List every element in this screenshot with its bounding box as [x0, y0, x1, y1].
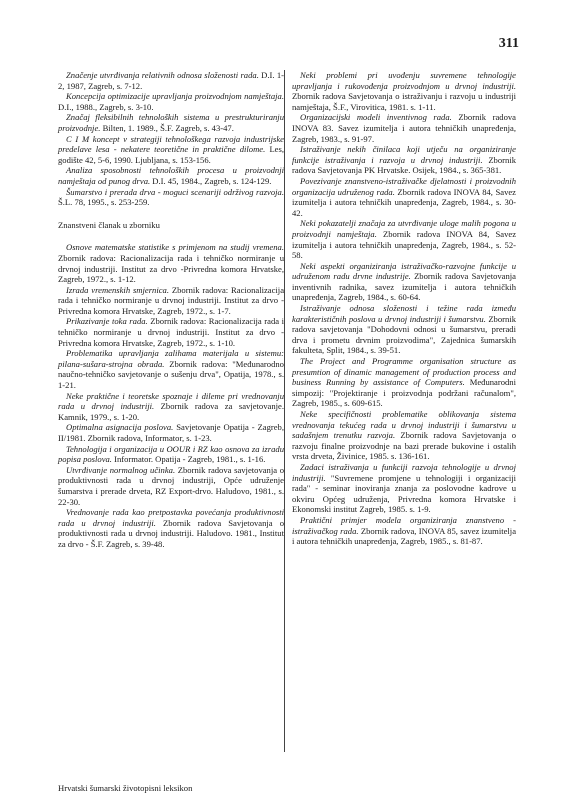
bibliography-entry [58, 507, 284, 549]
entry-title: Povezivanje znanstveno-istraživačke djelatnosti i proizvodnih organizacija udruženog rada. [292, 175, 516, 197]
bibliography-entry [292, 144, 516, 176]
entry-details: Zbornik radova Savjetovanja inventivnih radnika, savez izumitelja i autora tehničkih unapređenja, Zagreb, 1984., s. 60-64. [292, 271, 516, 303]
bibliography-entry [58, 348, 284, 390]
left-entries-bottom [58, 242, 284, 549]
right-entries [292, 70, 516, 547]
section-heading: Znanstveni članak u zborniku [58, 219, 160, 230]
entry-details: Zbornik radova INOVA 84, Savez izumitelja i autora tehničkih unapređenja, Zagreb, 1984., s. 52-58. [292, 228, 517, 261]
bibliography-entry [58, 444, 284, 465]
right-column [292, 70, 516, 547]
entry-title: Šumarstvo i prerada drva - moguci scenariji održivog razvoja. [66, 186, 284, 197]
entry-title: Analiza sposobnosti tehnoloških procesa u proizvodnji namještaja od punog drva. [58, 165, 284, 186]
bibliography-entry [292, 112, 516, 144]
bibliography-entry [292, 515, 516, 547]
bibliography-entry [58, 165, 284, 186]
bibliography-entry [58, 391, 284, 423]
entry-details: Zbornik radova INOVA 84, Savez izumitelja i autora tehničkih unapređenja, Zagreb, 1984., s. 30-42. [292, 186, 517, 218]
entry-details: Zbornik radova Savjetovanja o istraživanju i razvoju u industriji namještaja, Š.F., Virovitica, 1981. s. 1-11. [292, 91, 516, 112]
entry-title: Neke specifičnosti problematike oblikovanja sistema vrednovanja tekućeg rada u drvnoj industriji i šumarstvu u sadašnjem trenutku razvoja. [292, 409, 516, 441]
bibliography-entry [58, 91, 284, 112]
entry-title: Tehnologija i organizacija u OOUR i RZ kao osnova za izradu popisa poslova. [58, 443, 284, 465]
entry-title: Koncepcija optimizacije upravljanja proizvodnjom namještaja. [66, 91, 284, 102]
bibliography-entry [292, 70, 516, 112]
entry-details: D.I. 1-2, 1987, Zagreb, s. 7-12. [58, 70, 284, 91]
entry-title: Neki pokazatelji značaja za utvrđivanje uloge malih pogona u proizvodnji namještaja. [292, 218, 516, 239]
bibliography-entry [58, 70, 284, 91]
entry-title: Prikazivanje toka rada. [66, 316, 148, 327]
bibliography-entry [292, 356, 516, 409]
left-column [58, 70, 284, 550]
entry-title: Istraživanje odnosa složenosti i težine rada između karakterističnih poslova u drvnoj industriji i šumarstvu. [292, 303, 516, 324]
entry-title: Utvrđivanje normalnog učinka. [66, 464, 176, 475]
entry-title: Osnove matematske statistike s primjenom na studij vremena. [66, 242, 284, 253]
entry-title: Optimalna asignacija poslova. [66, 422, 174, 433]
entry-details: Savjetovanje Opatija - Zagreb, II/1981. Zbornik radova, Informator, s. 1-23. [58, 422, 284, 443]
entry-details: Bilten, 1. 1989., Š.F. Zagreb, s. 43-47. [102, 122, 234, 133]
entry-title: Neke praktične i teoretske spoznaje i dileme pri vrednovanju rada u drvnoj industriji. [58, 390, 284, 412]
entry-details: Zbornik radova: Racionalizacija rada i tehničko normiranje u drvnoj industriji. Institut za drvo - Privredna komora Hrvatske, Zagreb, 1972., s. 1-10. [58, 316, 284, 348]
entry-title: Praktični primjer modela organiziranja znanstveno - istraživačkog rada. [292, 514, 516, 536]
entry-details: Zbornik radova Savjetovanja o razvoju finalne proizvodnje na bazi prerade bukovine i ostalih vrsta drveta, Živinice, 1985. s. 136-161. [292, 430, 516, 462]
bibliography-entry [58, 242, 284, 284]
bibliography-entry [292, 261, 516, 303]
bibliography-entry [58, 187, 284, 208]
entry-details: Zbornik radova za savjetovanje. Kamnik, 1979., s. 1-20. [58, 401, 284, 422]
column-divider [284, 70, 285, 752]
entry-title: Značaj fleksibilnih tehnoloških sistema u prestrukturiranju proizvodnje. [58, 112, 284, 133]
entry-details: Zbornik radova: Racionalizacija rada i tehničko normiranje u drvnoj industriji. Institut za drvo - Privredna komora Hrvatske, Zagreb, 1972., s. 1-7. [58, 284, 285, 316]
entry-title: Zadaci istraživanja u funkciji razvoja tehnologije u drvnoj industriji. [292, 461, 516, 483]
entry-details: Zbornik radova savjetovanja o produktivnosti rada u drvnoj industriji, Opće udruženje šumarstva i prerade drveta, RZ Export-drvo. Haludovo, 1981., s. 22-30. [58, 464, 284, 507]
entry-title: Značenje utvrđivanja relativnih odnosa složenosti rada. [66, 70, 259, 80]
bibliography-entry [292, 218, 516, 260]
bibliography-entry [58, 285, 284, 317]
entry-details: D.I., 1988., Zagreb, s. 3-10. [58, 101, 154, 112]
page-number: 311 [498, 36, 519, 51]
entry-details: Zbornik radova: Racionalizacija rada i tehničko normiranje u drvnoj industriji. Institut za drvo -Privredna komora Hrvatske, Zagreb, 1972., s. 1-12. [58, 252, 284, 285]
left-entries-top [58, 70, 284, 208]
footer-title: Hrvatski šumarski životopisni leksikon [58, 783, 193, 793]
entry-details: Međunarodni simpozij: "Projektiranje i proizvodnja podržani računalom", Zagreb, 1985., s. 609-615. [292, 377, 516, 409]
entry-title: Neki problemi pri uvođenju suvremene tehnologije upravljanja i rukovođenja proizvodnjom u drvnoj industriji. [292, 70, 516, 91]
bibliography-entry [292, 462, 516, 515]
bibliography-entry [58, 422, 284, 443]
bibliography-entry [58, 134, 284, 166]
entry-title: Istraživanje nekih činilaca koji utječu na organiziranje funkcije istraživanja i razvoja u drvnoj industriji. [292, 144, 516, 165]
bibliography-entry [292, 176, 516, 218]
entry-details: Informator. Opatija - Zagreb, 1981., s. 1-16. [114, 454, 266, 465]
entry-details: Zbornik radova savjetovanja "Dohodovni odnosi u šumarstvu, preradi drva i prometu drvnim proizvodima", Zajednica šumarskih fakulteta, Split, 1984., s. 39-51. [292, 313, 516, 356]
entry-details: "Suvremene promjene u tehnologiji i organizaciji rada" - seminar inoviranja znanja za poslovodne kadrove u okviru Općeg udruženja, Privredna komora Hrvatske i Ekonomski institut Zagreb, 1985. s. 1-9. [292, 472, 516, 515]
entry-title: C I M koncept v strategiji tehnološkega razvoja industrijske predelave lesa - nekatere teoretične in praktične dilome. [58, 133, 284, 155]
entry-details: D.I. 45, 1984., Zagreb, s. 124-129. [152, 175, 272, 186]
entry-details: Zbornik radova, INOVA 85, savez izumitelja i autora tehničkih unapređenja, Zagreb, 1985., s. 81-87. [292, 525, 517, 547]
entry-title: Problematika upravljanja zalihama materijala u sistemu: pilana-sušara-strojna obrada. [58, 348, 284, 369]
entry-details: Zbornik radova INOVA 83. Savez izumitelja i autora tehničkih unapređenja, Zagreb, 1983., s. 91-97. [292, 112, 516, 144]
entry-details: Š.L. 78, 1995., s. 253-259. [58, 197, 150, 208]
entry-title: Neki aspekti organiziranja istraživačko-razvojne funkcije u udruženom radu drvne industrije. [292, 260, 516, 282]
bibliography-entry [58, 465, 284, 507]
bibliography-entry [292, 409, 516, 462]
entry-title: Organizacijski modeli inventivnog rada. [300, 112, 452, 123]
entry-title: Vrednovanje rada kao pretpostavka povećanja produktivnosti rada u drvnoj industriji. [58, 507, 284, 528]
entry-title: The Project and Programme organisation structure as presumtion of dinamic management of production process and business Running by assistance of Computers. [292, 356, 516, 388]
entry-details: Les, godište 42, 5-6, 1990. Ljubljana, s. 153-156. [58, 144, 284, 165]
entry-details: Zbornik radova: "Međunarodno naučno-tehničko savjetovanje o sušenju drva", Opatija, 1978., s. 1-21. [58, 358, 284, 391]
bibliography-entry [58, 112, 284, 133]
bibliography-entry [58, 316, 284, 348]
entry-details: Zbornik radova Savjetovanja PK Hrvatske. Osijek, 1984., s. 365-381. [292, 154, 516, 176]
entry-details: Zbornik radova Savjetovanja o produktivnosti rada u drvnoj industriji. Haludovo. 1981., Institut za drvo - Š.F. Zagreb, s. 39-48. [58, 517, 284, 549]
bibliography-entry [292, 303, 516, 356]
entry-title: Izrada vremenskih smjernica. [66, 284, 170, 295]
